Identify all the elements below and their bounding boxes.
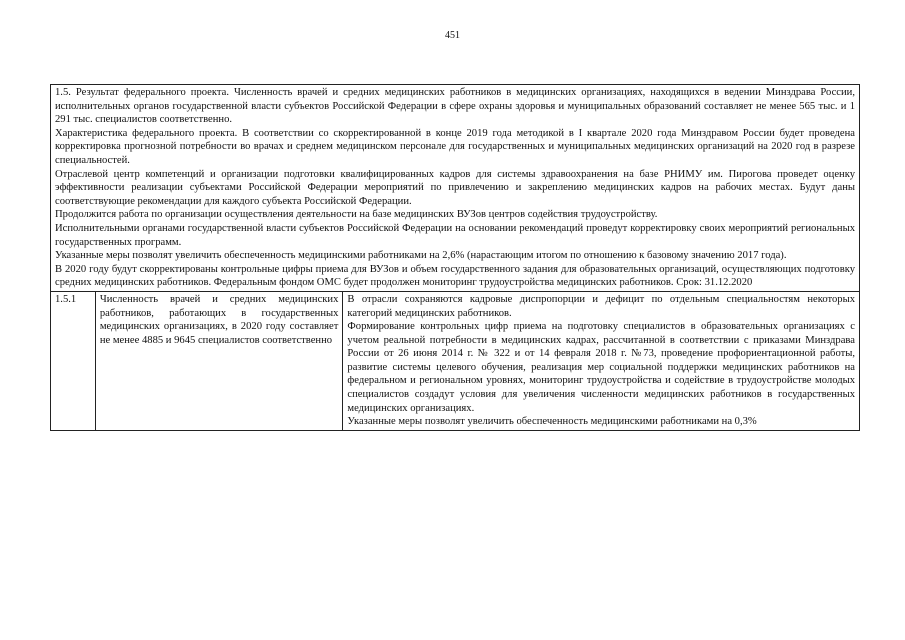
section-paragraph: Продолжится работа по организации осуществления деятельности на базе медицинских ВУЗов центров содействия трудоустройству. — [55, 209, 658, 221]
row-number: 1.5.1 — [51, 291, 96, 430]
page-number: 451 — [445, 30, 460, 41]
section-paragraph: Отраслевой центр компетенций и организации подготовки квалифицированных кадров для системы здравоохранения на базе РНИМУ им. Пирогова проведет оценку эффективности реализации субъектами Российской Федерации мероприятий по привлечению и закреплению медицинских кадров на рабочих местах. Будут даны соответствующие рекомендации для каждого субъекта Российской Федерации. — [55, 168, 855, 207]
section-paragraph: В 2020 году будут скорректированы контрольные цифры приема для ВУЗов и объем государственного задания для образовательных организаций, осуществляющих подготовку средних медицинских работников. Федеральным фондом ОМС будет продолжен мониторинг трудоустройства медицинских работников. Срок: 31.12.2020 — [55, 263, 855, 289]
row-description: Численность врачей и средних медицинских работников, работающих в государственных медицинских организациях, в 2020 году составляет не менее 4885 и 9645 специалистов соответственно — [95, 291, 343, 430]
table-row — [51, 291, 860, 430]
section-row — [51, 85, 860, 292]
section-paragraph: Исполнительными органами государственной власти субъектов Российской Федерации на основании рекомендаций проведут корректировку своих мероприятий региональных государственных программ. — [55, 222, 855, 248]
row-paragraph: В отрасли сохраняются кадровые диспропорции и дефицит по отдельным специальностям некоторых категорий медицинских работников. — [347, 293, 855, 319]
section-paragraph: Указанные меры позволят увеличить обеспеченность медицинскими работниками на 2,6% (нарастающим итогом по отношению к базовому значению 2017 года). — [55, 250, 787, 262]
section-cell — [51, 85, 860, 292]
row-details — [343, 291, 860, 430]
row-paragraph: Формирование контрольных цифр приема на подготовку специалистов в образовательных организациях с учетом реальной потребности в медицинских кадрах, рассчитанной в соответствии с приказами Минздрава России от 26 июня 2014 г. № 322 и от 14 февраля 2018 г. №73, проведение профориентационной работы, развитие системы целевого обучения, реализация мер социальной поддержки медицинских работников на федеральном и региональном уровнях, мониторинг трудоустройства и содействие в трудоустройстве молодых специалистов создадут условия для увеличения численности медицинских работников в государственных медицинских организациях. — [347, 321, 855, 414]
content-table — [50, 84, 860, 431]
section-paragraph: Характеристика федерального проекта. В соответствии со скорректированной в конце 2019 года методикой в I квартале 2020 года Минздравом России будет проведена корректировка прогнозной потребности во врачах и среднем медицинском персонале для государственных и муниципальных медицинских организаций на 2020 год в разрезе специальностей. — [55, 127, 855, 166]
section-paragraph: 1.5. Результат федерального проекта. Численность врачей и средних медицинских работников в медицинских организациях, находящихся в ведении Минздрава России, исполнительных органов государственной власти субъектов Российской Федерации в сфере охраны здоровья и муниципальных образований составляет не менее 565 тыс. и 1 291 тыс. специалистов соответственно. — [55, 87, 855, 126]
row-paragraph: Указанные меры позволят увеличить обеспеченность медицинскими работниками на 0,3% — [347, 416, 757, 428]
